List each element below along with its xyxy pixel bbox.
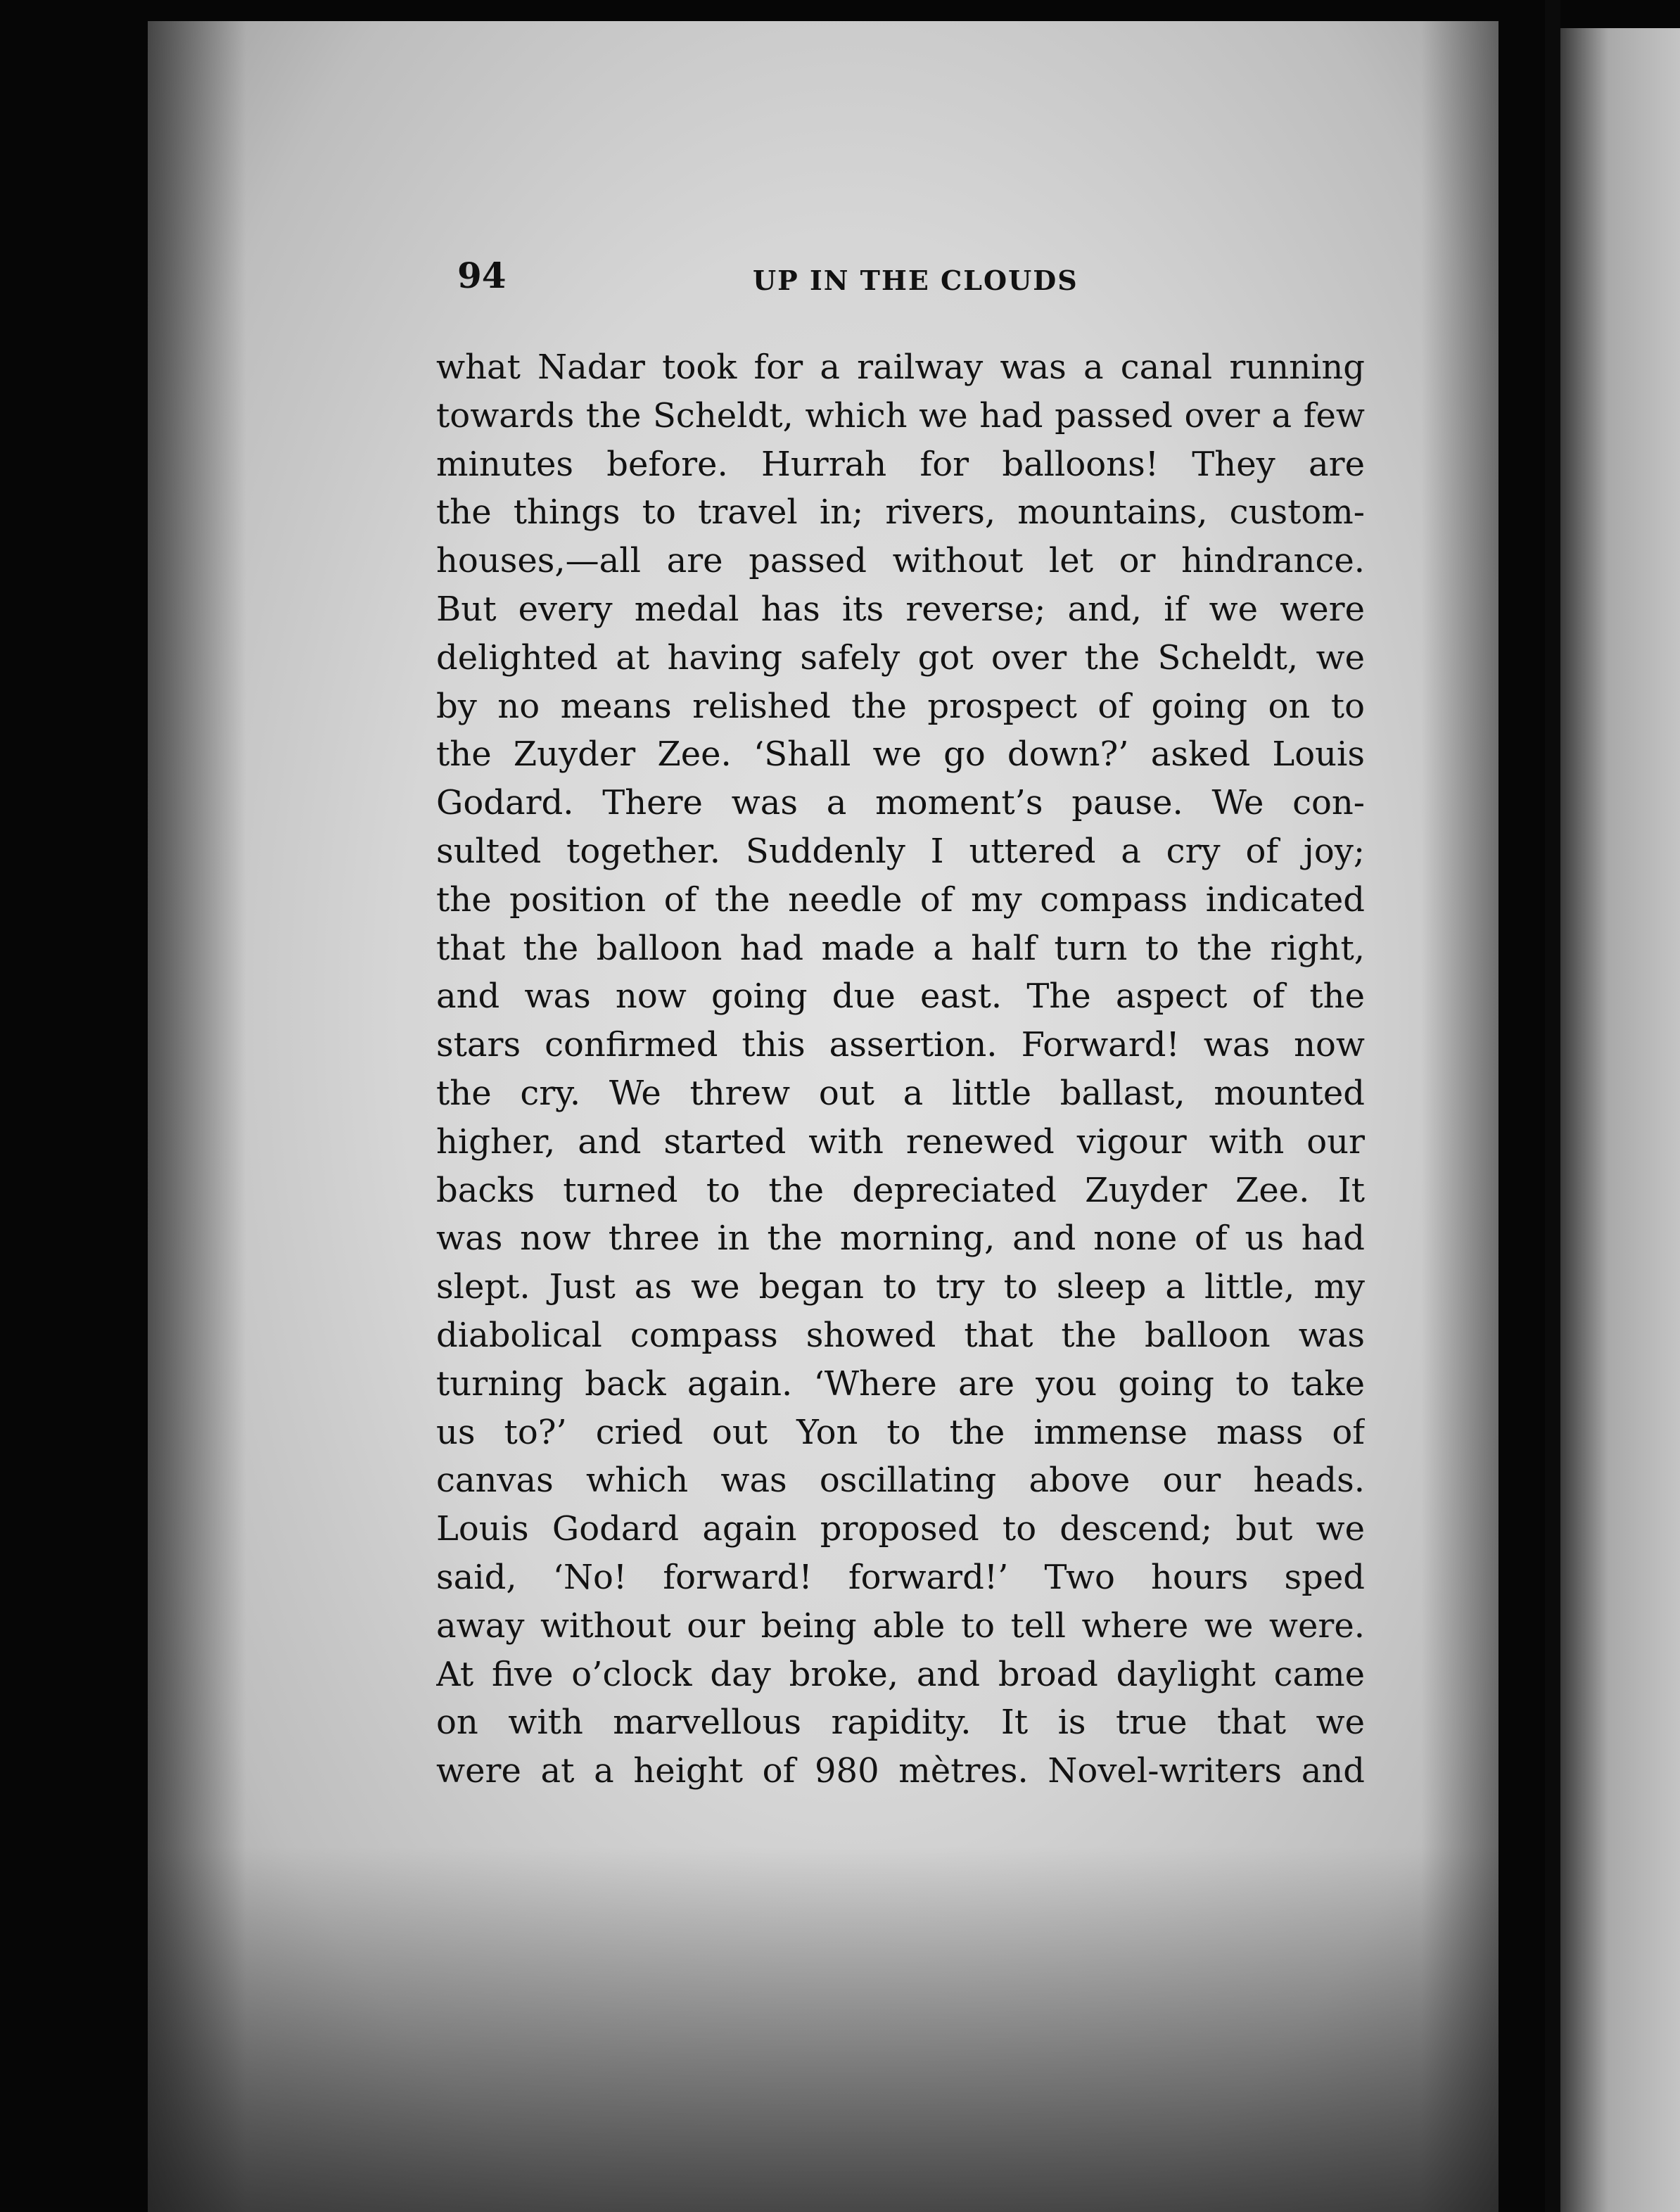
page-header <box>457 255 1372 304</box>
text-line: Godard. There was a moment’s pause. We con- <box>436 783 1365 823</box>
text-line: But every medal has its reverse; and, if we were <box>436 589 1365 629</box>
text-line: higher, and started with renewed vigour with our <box>436 1121 1365 1162</box>
text-line: by no means relished the prospect of going on to <box>436 686 1365 726</box>
text-line: turning back again. ‘Where are you going to take <box>436 1364 1365 1404</box>
text-line: the cry. We threw out a little ballast, mounted <box>436 1073 1365 1113</box>
text-line: slept. Just as we began to try to sleep a little, my <box>436 1267 1365 1307</box>
text-line: delighted at having safely got over the Scheldt, we <box>436 637 1365 678</box>
text-line: minutes before. Hurrah for balloons! They are <box>436 444 1365 484</box>
text-line: sulted together. Suddenly I uttered a cry of joy; <box>436 831 1365 871</box>
text-line: At five o’clock day broke, and broad daylight came <box>436 1654 1365 1694</box>
text-line: stars confirmed this assertion. Forward! was now <box>436 1025 1365 1065</box>
body-text <box>436 343 1365 1795</box>
text-line: Louis Godard again proposed to descend; but we <box>436 1509 1365 1549</box>
text-line: backs turned to the depreciated Zuyder Zee. It <box>436 1170 1365 1210</box>
text-line: towards the Scheldt, which we had passed over a few <box>436 395 1365 436</box>
text-line: that the balloon had made a half turn to the right, <box>436 928 1365 968</box>
text-line: and was now going due east. The aspect of the <box>436 977 1365 1017</box>
text-line: canvas which was oscillating above our heads. <box>436 1461 1365 1501</box>
text-line: were at a height of 980 mètres. Novel-writers and <box>436 1751 1365 1791</box>
running-head: UP IN THE CLOUDS <box>753 265 1078 296</box>
text-line: the Zuyder Zee. ‘Shall we go down?’ asked Louis <box>436 735 1365 775</box>
text-line: houses,—all are passed without let or hindrance. <box>436 541 1365 581</box>
text-line: the things to travel in; rivers, mountains, custom- <box>436 492 1365 533</box>
text-line: us to?’ cried out Yon to the immense mass of <box>436 1412 1365 1452</box>
text-line: what Nadar took for a railway was a canal running <box>436 348 1365 387</box>
page-number: 94 <box>457 255 507 296</box>
text-line: on with marvellous rapidity. It is true that we <box>436 1703 1365 1743</box>
text-line: diabolical compass showed that the balloon was <box>436 1315 1365 1355</box>
text-line: away without our being able to tell where we were. <box>436 1606 1365 1646</box>
next-page-edge <box>1560 28 1680 2212</box>
text-line: was now three in the morning, and none of us had <box>436 1219 1365 1259</box>
text-line: the position of the needle of my compass indicated <box>436 879 1365 920</box>
book-gutter <box>1545 0 1560 2212</box>
text-line: said, ‘No! forward! forward!’ Two hours sped <box>436 1557 1365 1597</box>
page-shadow-bottom <box>148 1846 1498 2212</box>
